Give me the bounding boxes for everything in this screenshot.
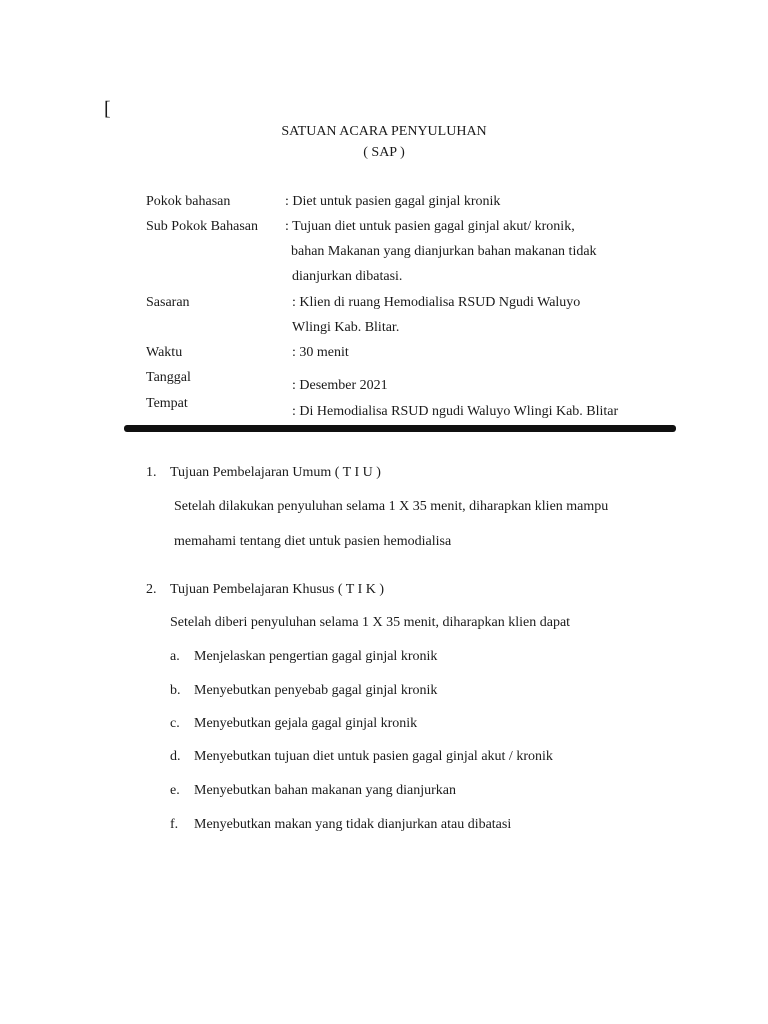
tempat-label: Tempat <box>146 396 188 411</box>
tanggal-label: Tanggal <box>146 370 191 385</box>
list-item-marker: e. <box>170 783 180 798</box>
list-item-text: Menyebutkan bahan makanan yang dianjurkan <box>194 783 457 798</box>
section1-text-line1: Setelah dilakukan penyuluhan selama 1 X 35 menit, diharapkan klien mampu <box>174 499 609 514</box>
sasaran-value-line2: Wlingi Kab. Blitar. <box>292 320 400 335</box>
sub-pokok-value-line3: dianjurkan dibatasi. <box>292 269 403 284</box>
section2-heading: Tujuan Pembelajaran Khusus ( T I K ) <box>170 582 384 597</box>
separator-rule <box>124 425 676 432</box>
list-item-marker: c. <box>170 716 180 731</box>
document-title: SATUAN ACARA PENYULUHAN <box>281 124 487 139</box>
sub-pokok-label: Sub Pokok Bahasan <box>146 219 258 234</box>
pokok-label: Pokok bahasan <box>146 194 231 209</box>
section2-number: 2. <box>146 582 157 597</box>
tempat-value: : Di Hemodialisa RSUD ngudi Waluyo Wlingi Kab. Blitar <box>292 404 619 419</box>
sasaran-label: Sasaran <box>146 295 190 310</box>
list-item-marker: f. <box>170 817 179 832</box>
list-item-text: Menjelaskan pengertian gagal ginjal kronik <box>194 649 438 664</box>
waktu-value: : 30 menit <box>292 345 349 360</box>
pokok-value: : Diet untuk pasien gagal ginjal kronik <box>285 194 501 209</box>
list-item-text: Menyebutkan penyebab gagal ginjal kronik <box>194 683 438 698</box>
waktu-label: Waktu <box>146 345 183 360</box>
section1-number: 1. <box>146 465 157 480</box>
sub-pokok-value-line2: bahan Makanan yang dianjurkan bahan makanan tidak <box>291 244 597 259</box>
section2-intro: Setelah diberi penyuluhan selama 1 X 35 menit, diharapkan klien dapat <box>170 615 571 630</box>
list-item-text: Menyebutkan gejala gagal ginjal kronik <box>194 716 418 731</box>
tanggal-value: : Desember 2021 <box>292 378 388 393</box>
list-item-marker: b. <box>170 683 181 698</box>
document-subtitle: ( SAP ) <box>363 145 405 160</box>
page-marker: [ <box>104 98 111 120</box>
list-item-text: Menyebutkan makan yang tidak dianjurkan atau dibatasi <box>194 817 512 832</box>
list-item-marker: d. <box>170 749 181 764</box>
section1-heading: Tujuan Pembelajaran Umum ( T I U ) <box>170 465 381 480</box>
sub-pokok-value-line1: : Tujuan diet untuk pasien gagal ginjal akut/ kronik, <box>285 219 575 234</box>
sasaran-value-line1: : Klien di ruang Hemodialisa RSUD Ngudi Waluyo <box>292 295 581 310</box>
list-item-text: Menyebutkan tujuan diet untuk pasien gagal ginjal akut / kronik <box>194 749 553 764</box>
list-item-marker: a. <box>170 649 180 664</box>
section1-text-line2: memahami tentang diet untuk pasien hemodialisa <box>174 534 452 549</box>
